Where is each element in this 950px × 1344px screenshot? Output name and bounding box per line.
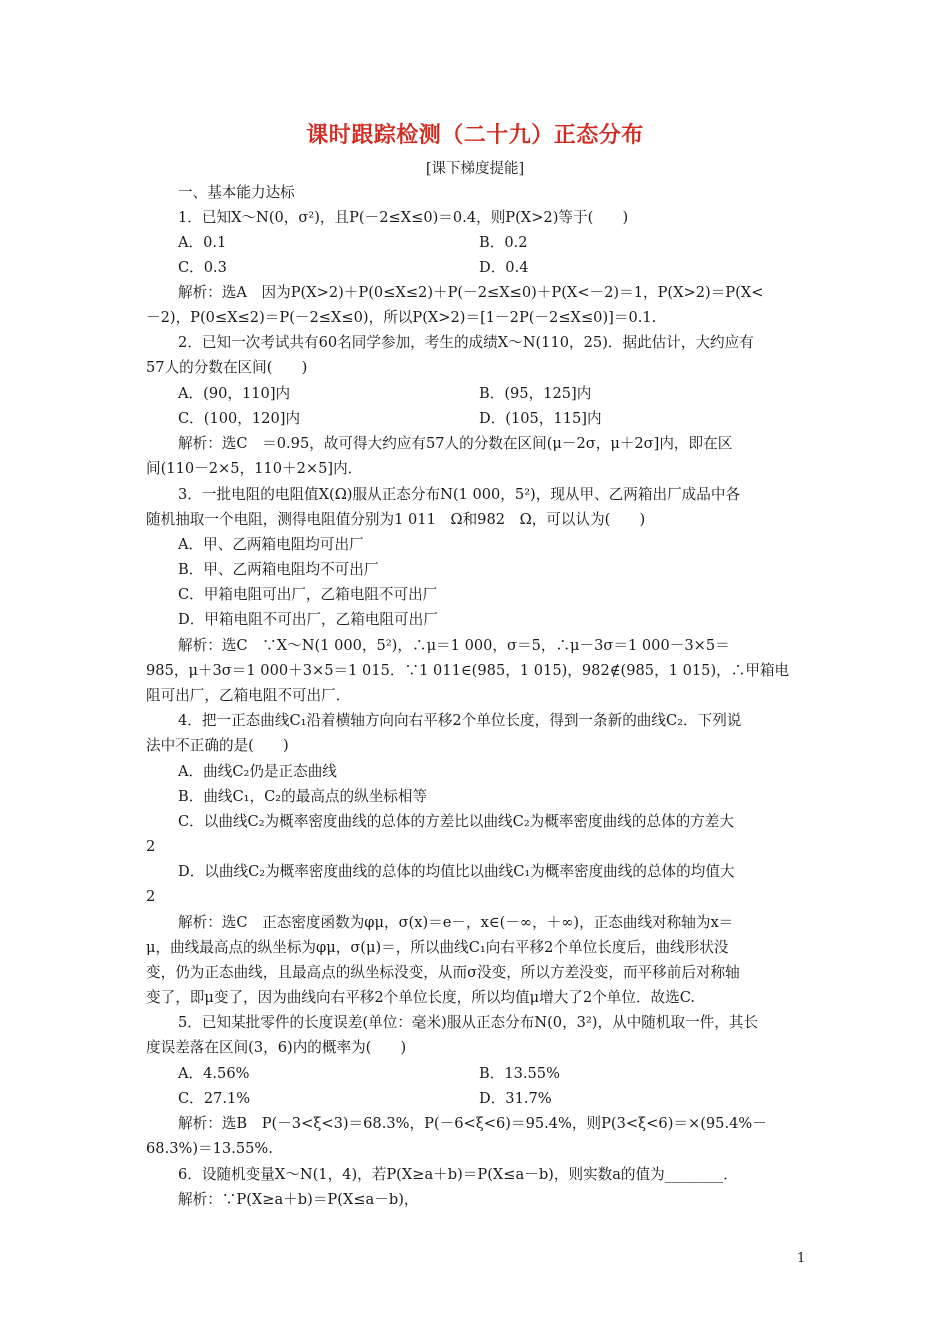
question-line: 1．已知X～N(0，σ²)，且P(－2≤X≤0)＝0.4，则P(X>2)等于( ) bbox=[178, 209, 629, 226]
solution-line: 解析：选B P(－3<ξ<3)＝68.3%，P(－6<ξ<6)＝95.4%，则P(3<ξ<6)＝×(95.4%－ bbox=[178, 1115, 767, 1132]
question-line: 4．把一正态曲线C₁沿着横轴方向向右平移2个单位长度，得到一条新的曲线C₂．下列说 bbox=[178, 712, 742, 729]
question-line: 3．一批电阻的电阻值X(Ω)服从正态分布N(1 000，5²)，现从甲、乙两箱出厂成品中各 bbox=[178, 486, 741, 503]
question-line: 5．已知某批零件的长度误差(单位：毫米)服从正态分布N(0，3²)，从中随机取一件，其长 bbox=[178, 1014, 759, 1031]
option-c: C．0.3 bbox=[178, 259, 227, 276]
question-line: 随机抽取一个电阻，测得电阻值分别为1 011 Ω和982 Ω，可以认为( ) bbox=[146, 511, 646, 528]
option-d-continued: 2 bbox=[146, 888, 156, 905]
option-c: C．以曲线C₂为概率密度曲线的总体的方差比以曲线C₂为概率密度曲线的总体的方差大 bbox=[178, 813, 734, 830]
page-subtitle: [课下梯度提能] bbox=[425, 161, 525, 177]
option-a: A．甲、乙两箱电阻均可出厂 bbox=[178, 536, 364, 553]
option-a: A．(90，110]内 bbox=[178, 385, 291, 402]
option-d: D．0.4 bbox=[479, 259, 529, 276]
question-line: 度误差落在区间(3，6)内的概率为( ) bbox=[146, 1039, 407, 1056]
option-d: D．(105，115]内 bbox=[479, 410, 602, 427]
option-b: B．甲、乙两箱电阻均不可出厂 bbox=[178, 561, 379, 578]
question-line: 法中不正确的是( ) bbox=[146, 737, 289, 754]
solution-line: 变了，即μ变了，因为曲线向右平移2个单位长度，所以均值μ增大了2个单位．故选C. bbox=[146, 989, 696, 1006]
option-c: C．(100，120]内 bbox=[178, 410, 301, 427]
option-c-continued: 2 bbox=[146, 838, 156, 855]
option-c: C．甲箱电阻可出厂，乙箱电阻不可出厂 bbox=[178, 586, 438, 603]
solution-line: 解析：选C ＝0.95，故可得大约应有57人的分数在区间(μ－2σ，μ＋2σ]内，即在区 bbox=[178, 435, 733, 452]
solution-line: －2)，P(0≤X≤2)＝P(－2≤X≤0)，所以P(X>2)＝[1－2P(－2≤X≤0)]＝0.1. bbox=[146, 309, 657, 326]
solution-line: 阻可出厂，乙箱电阻不可出厂． bbox=[146, 687, 351, 704]
solution-line: 变，仍为正态曲线，且最高点的纵坐标没变，从而σ没变，所以方差没变，而平移前后对称轴 bbox=[146, 964, 740, 981]
solution-line: 解析：选C ∵X～N(1 000，5²)，∴μ＝1 000，σ＝5，∴μ－3σ＝1 000－3×5＝ bbox=[178, 637, 730, 654]
section-heading: 一、基本能力达标 bbox=[178, 184, 295, 201]
option-b: B．曲线C₁，C₂的最高点的纵坐标相等 bbox=[178, 788, 428, 805]
solution-line: 解析：选A 因为P(X>2)＋P(0≤X≤2)＋P(－2≤X≤0)＋P(X<－2)＝1，P(X>2)＝P(X< bbox=[178, 284, 764, 301]
option-d: D．甲箱电阻不可出厂，乙箱电阻可出厂 bbox=[178, 611, 438, 628]
page-number: 1 bbox=[797, 1251, 806, 1266]
solution-line: 68.3%)＝13.55%. bbox=[146, 1140, 273, 1157]
page-title: 课时跟踪检测（二十九）正态分布 bbox=[306, 122, 644, 148]
solution-line: 985，μ＋3σ＝1 000＋3×5＝1 015．∵1 011∈(985，1 015)，982∉(985，1 015)，∴甲箱电 bbox=[146, 662, 790, 679]
option-a: A．4.56% bbox=[178, 1065, 250, 1082]
solution-line: 解析：∵P(X≥a＋b)＝P(X≤a－b)， bbox=[178, 1191, 419, 1208]
question-line: 2．已知一次考试共有60名同学参加，考生的成绩X～N(110，25)．据此估计，大约应有 bbox=[178, 334, 754, 351]
solution-line: μ，曲线最高点的纵坐标为φμ，σ(μ)＝，所以曲线C₁向右平移2个单位长度后，曲线形状没 bbox=[146, 939, 729, 956]
question-line: 57人的分数在区间( ) bbox=[146, 359, 308, 376]
option-a: A．0.1 bbox=[178, 234, 227, 251]
solution-line: 间(110－2×5，110＋2×5]内． bbox=[146, 460, 363, 477]
option-c: C．27.1% bbox=[178, 1090, 251, 1107]
question-line: 6．设随机变量X～N(1，4)，若P(X≥a＋b)＝P(X≤a－b)，则实数a的值为________． bbox=[178, 1166, 738, 1183]
option-a: A．曲线C₂仍是正态曲线 bbox=[178, 763, 337, 780]
option-b: B．(95，125]内 bbox=[479, 385, 592, 402]
option-d: D．31.7% bbox=[479, 1090, 552, 1107]
option-b: B．13.55% bbox=[479, 1065, 560, 1082]
solution-line: 解析：选C 正态密度函数为φμ，σ(x)＝e－，x∈(－∞，＋∞)，正态曲线对称轴为x＝ bbox=[178, 914, 734, 931]
option-d: D．以曲线C₂为概率密度曲线的总体的均值比以曲线C₁为概率密度曲线的总体的均值大 bbox=[178, 863, 735, 880]
option-b: B．0.2 bbox=[479, 234, 528, 251]
